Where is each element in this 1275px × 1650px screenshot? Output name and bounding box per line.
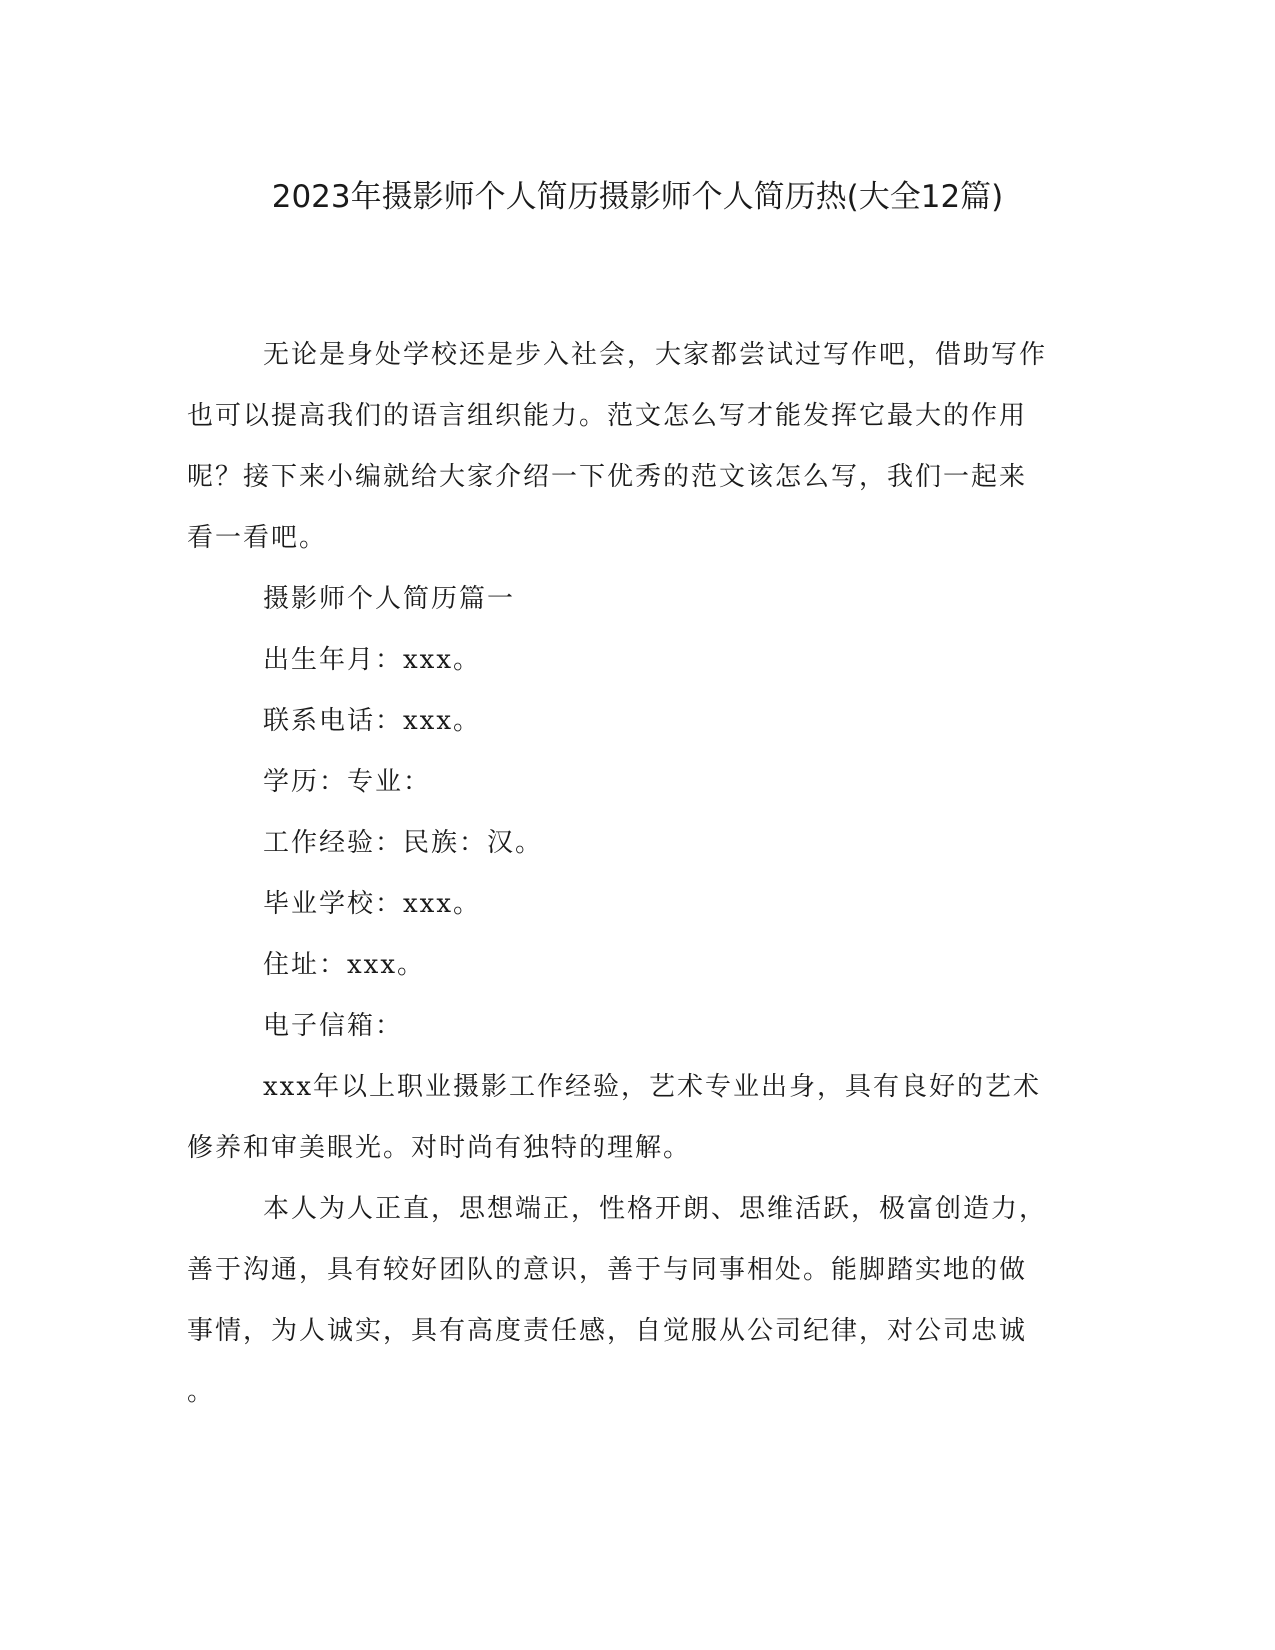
paragraph-line: 善于沟通，具有较好团队的意识，善于与同事相处。能脚踏实地的做 [187, 1255, 1028, 1285]
field-education: 学历：专业： [263, 767, 432, 797]
paragraph-line: 也可以提高我们的语言组织能力。范文怎么写才能发挥它最大的作用 [187, 401, 1028, 431]
paragraph-line: 呢？接下来小编就给大家介绍一下优秀的范文该怎么写，我们一起来 [187, 462, 1028, 492]
document-title: 2023年摄影师个人简历摄影师个人简历热(大全12篇) [271, 179, 1004, 215]
field-experience: 工作经验：民族：汉。 [263, 828, 544, 858]
field-school: 毕业学校：xxx。 [263, 889, 481, 919]
field-phone: 联系电话：xxx。 [263, 706, 481, 736]
paragraph-line: 事情，为人诚实，具有高度责任感，自觉服从公司纪律，对公司忠诚 [187, 1316, 1028, 1346]
document-body [187, 325, 1087, 1423]
paragraph-line: xxx年以上职业摄影工作经验，艺术专业出身，具有良好的艺术 [263, 1072, 1041, 1102]
section-heading: 摄影师个人简历篇一 [263, 584, 516, 614]
paragraph-line: 看一看吧。 [187, 523, 328, 553]
paragraph-line: 本人为人正直，思想端正，性格开朗、思维活跃，极富创造力， [263, 1194, 1048, 1224]
paragraph-line: 修养和审美眼光。对时尚有独特的理解。 [187, 1133, 692, 1163]
field-address: 住址：xxx。 [263, 950, 425, 980]
field-email: 电子信箱： [263, 1011, 404, 1041]
field-birth-date: 出生年月：xxx。 [263, 645, 481, 675]
paragraph-line: 无论是身处学校还是步入社会，大家都尝试过写作吧，借助写作 [263, 340, 1048, 370]
paragraph-line: 。 [187, 1377, 216, 1407]
